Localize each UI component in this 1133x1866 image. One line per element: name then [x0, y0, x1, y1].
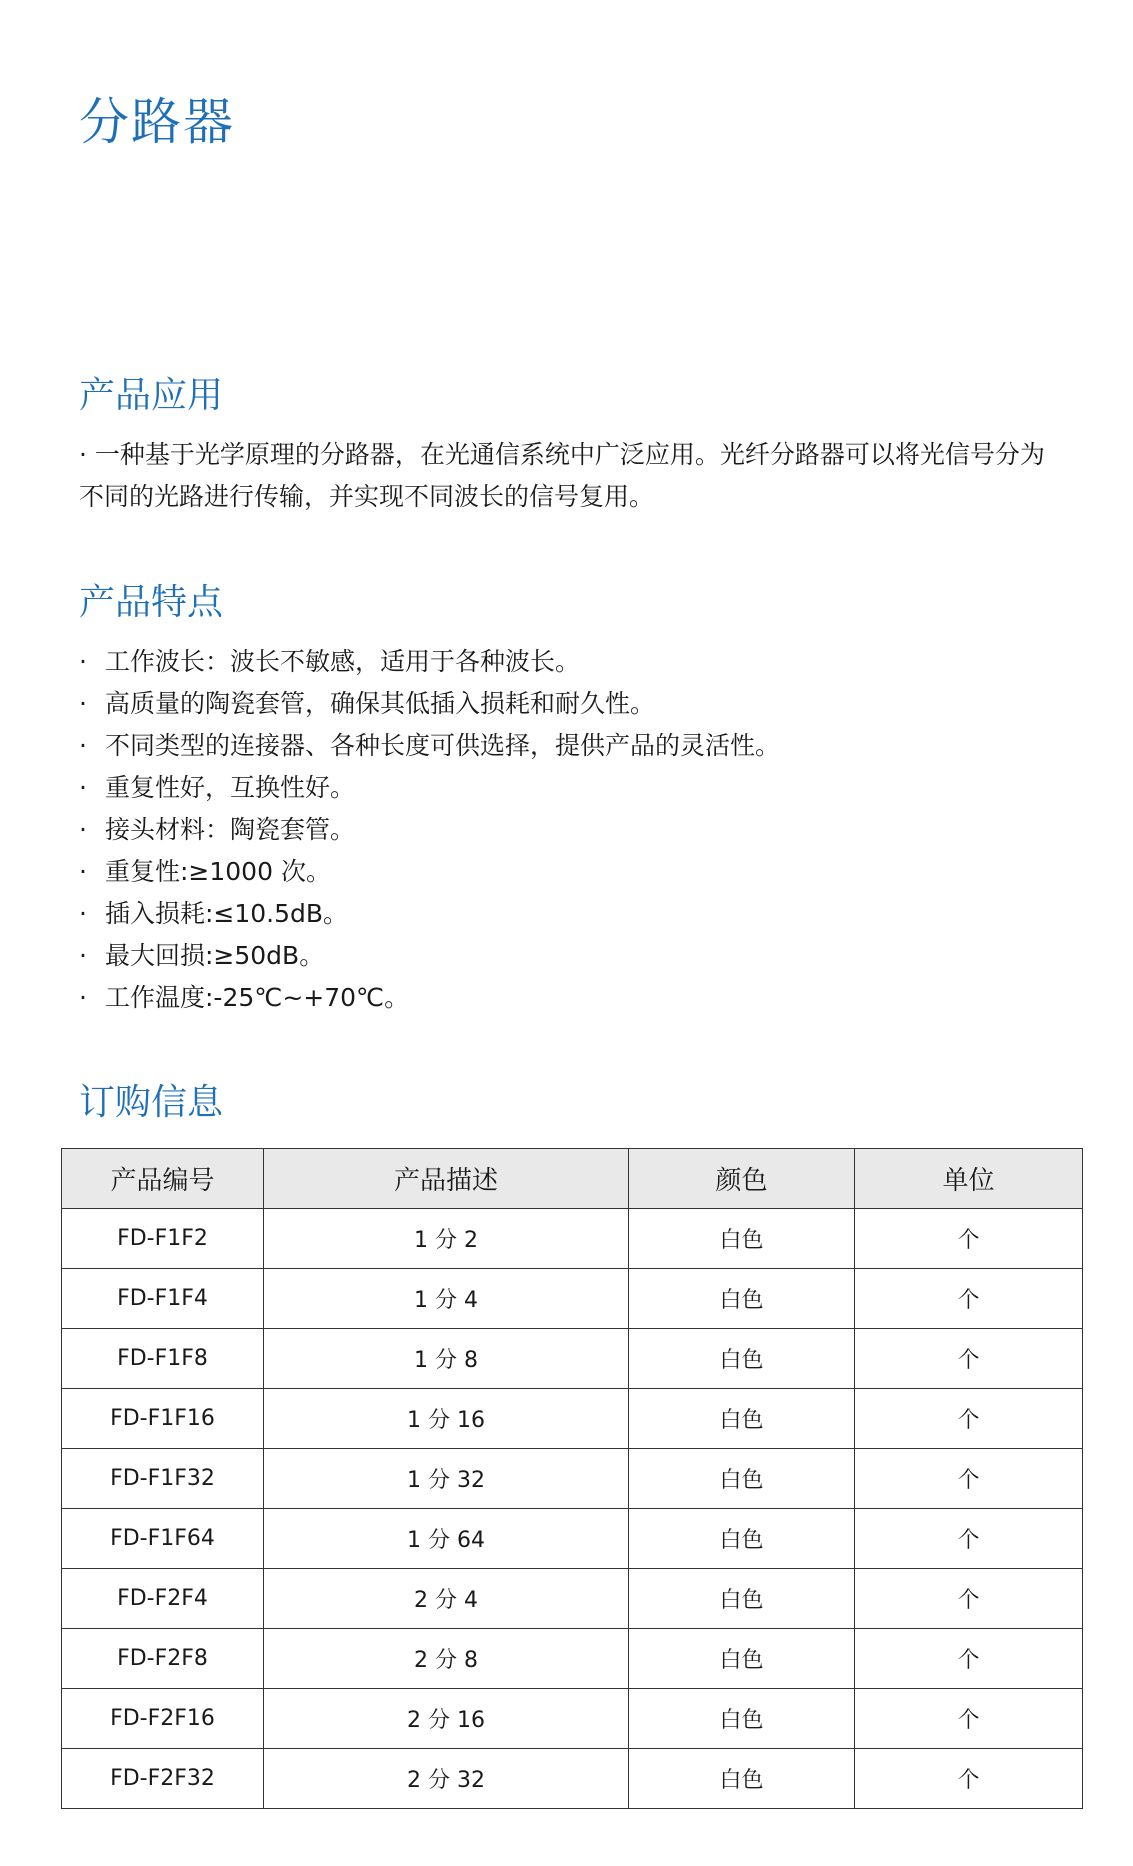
feature-text: 工作温度:-25℃~+70℃。 [105, 983, 410, 1012]
cell-product-code: FD-F2F32 [62, 1749, 264, 1809]
cell-description: 2 分 4 [264, 1569, 629, 1629]
cell-unit: 个 [855, 1749, 1083, 1809]
cell-unit: 个 [855, 1449, 1083, 1509]
feature-item [79, 767, 780, 809]
cell-description: 1 分 16 [264, 1389, 629, 1449]
cell-color: 白色 [629, 1509, 855, 1569]
cell-product-code: FD-F1F64 [62, 1509, 264, 1569]
cell-color: 白色 [629, 1629, 855, 1689]
features-list [79, 641, 780, 1019]
feature-item [79, 935, 780, 977]
column-header-color: 颜色 [629, 1149, 855, 1209]
cell-description: 2 分 32 [264, 1749, 629, 1809]
cell-color: 白色 [629, 1689, 855, 1749]
feature-text: 重复性:≥1000 次。 [105, 857, 331, 886]
feature-item [79, 851, 780, 893]
cell-color: 白色 [629, 1329, 855, 1389]
cell-unit: 个 [855, 1629, 1083, 1689]
feature-text: 工作波长：波长不敏感，适用于各种波长。 [105, 647, 581, 676]
feature-item [79, 809, 780, 851]
table-row [62, 1449, 1083, 1509]
cell-product-code: FD-F1F2 [62, 1209, 264, 1269]
bullet: · [79, 857, 87, 886]
table-row [62, 1749, 1083, 1809]
feature-text: 重复性好，互换性好。 [105, 773, 356, 802]
feature-item [79, 977, 780, 1019]
column-header-description: 产品描述 [264, 1149, 629, 1209]
feature-text: 高质量的陶瓷套管，确保其低插入损耗和耐久性。 [105, 689, 656, 718]
table-header-row [62, 1149, 1083, 1209]
feature-text: 插入损耗:≤10.5dB。 [105, 899, 349, 928]
bullet: · [79, 941, 87, 970]
cell-product-code: FD-F1F32 [62, 1449, 264, 1509]
feature-item [79, 683, 780, 725]
cell-description: 1 分 4 [264, 1269, 629, 1329]
ordering-heading: 订购信息 [79, 1082, 224, 1123]
cell-description: 1 分 8 [264, 1329, 629, 1389]
application-heading: 产品应用 [79, 375, 224, 416]
cell-unit: 个 [855, 1689, 1083, 1749]
cell-unit: 个 [855, 1269, 1083, 1329]
feature-text: 接头材料：陶瓷套管。 [105, 815, 356, 844]
table-row [62, 1329, 1083, 1389]
cell-description: 2 分 8 [264, 1629, 629, 1689]
bullet: · [79, 731, 87, 760]
application-text: · 一种基于光学原理的分路器，在光通信系统中广泛应用。光纤分路器可以将光信号分为不同的光路进行传输，并实现不同波长的信号复用。 [79, 440, 1045, 511]
column-header-product-code: 产品编号 [62, 1149, 264, 1209]
cell-color: 白色 [629, 1269, 855, 1329]
cell-color: 白色 [629, 1449, 855, 1509]
bullet: · [79, 689, 87, 718]
cell-unit: 个 [855, 1569, 1083, 1629]
bullet: · [79, 899, 87, 928]
cell-unit: 个 [855, 1329, 1083, 1389]
features-heading: 产品特点 [79, 582, 224, 623]
cell-product-code: FD-F2F16 [62, 1689, 264, 1749]
column-header-unit: 单位 [855, 1149, 1083, 1209]
cell-unit: 个 [855, 1509, 1083, 1569]
feature-item [79, 725, 780, 767]
table-row [62, 1629, 1083, 1689]
table-row [62, 1569, 1083, 1629]
cell-color: 白色 [629, 1749, 855, 1809]
feature-item [79, 641, 780, 683]
table-row [62, 1209, 1083, 1269]
cell-color: 白色 [629, 1569, 855, 1629]
cell-product-code: FD-F2F8 [62, 1629, 264, 1689]
cell-description: 1 分 2 [264, 1209, 629, 1269]
feature-text: 最大回损:≥50dB。 [105, 941, 325, 970]
cell-description: 1 分 64 [264, 1509, 629, 1569]
cell-color: 白色 [629, 1389, 855, 1449]
bullet: · [79, 815, 87, 844]
bullet: · [79, 773, 87, 802]
table-row [62, 1389, 1083, 1449]
cell-product-code: FD-F1F16 [62, 1389, 264, 1449]
table-row [62, 1269, 1083, 1329]
feature-text: 不同类型的连接器、各种长度可供选择，提供产品的灵活性。 [105, 731, 781, 760]
page-title: 分路器 [79, 93, 235, 151]
cell-color: 白色 [629, 1209, 855, 1269]
cell-description: 2 分 16 [264, 1689, 629, 1749]
cell-description: 1 分 32 [264, 1449, 629, 1509]
table-row [62, 1689, 1083, 1749]
bullet: · [79, 647, 87, 676]
cell-product-code: FD-F1F4 [62, 1269, 264, 1329]
table-row [62, 1509, 1083, 1569]
bullet: · [79, 983, 87, 1012]
cell-product-code: FD-F1F8 [62, 1329, 264, 1389]
cell-unit: 个 [855, 1209, 1083, 1269]
feature-item [79, 893, 780, 935]
cell-product-code: FD-F2F4 [62, 1569, 264, 1629]
cell-unit: 个 [855, 1389, 1083, 1449]
ordering-table [61, 1148, 1083, 1809]
